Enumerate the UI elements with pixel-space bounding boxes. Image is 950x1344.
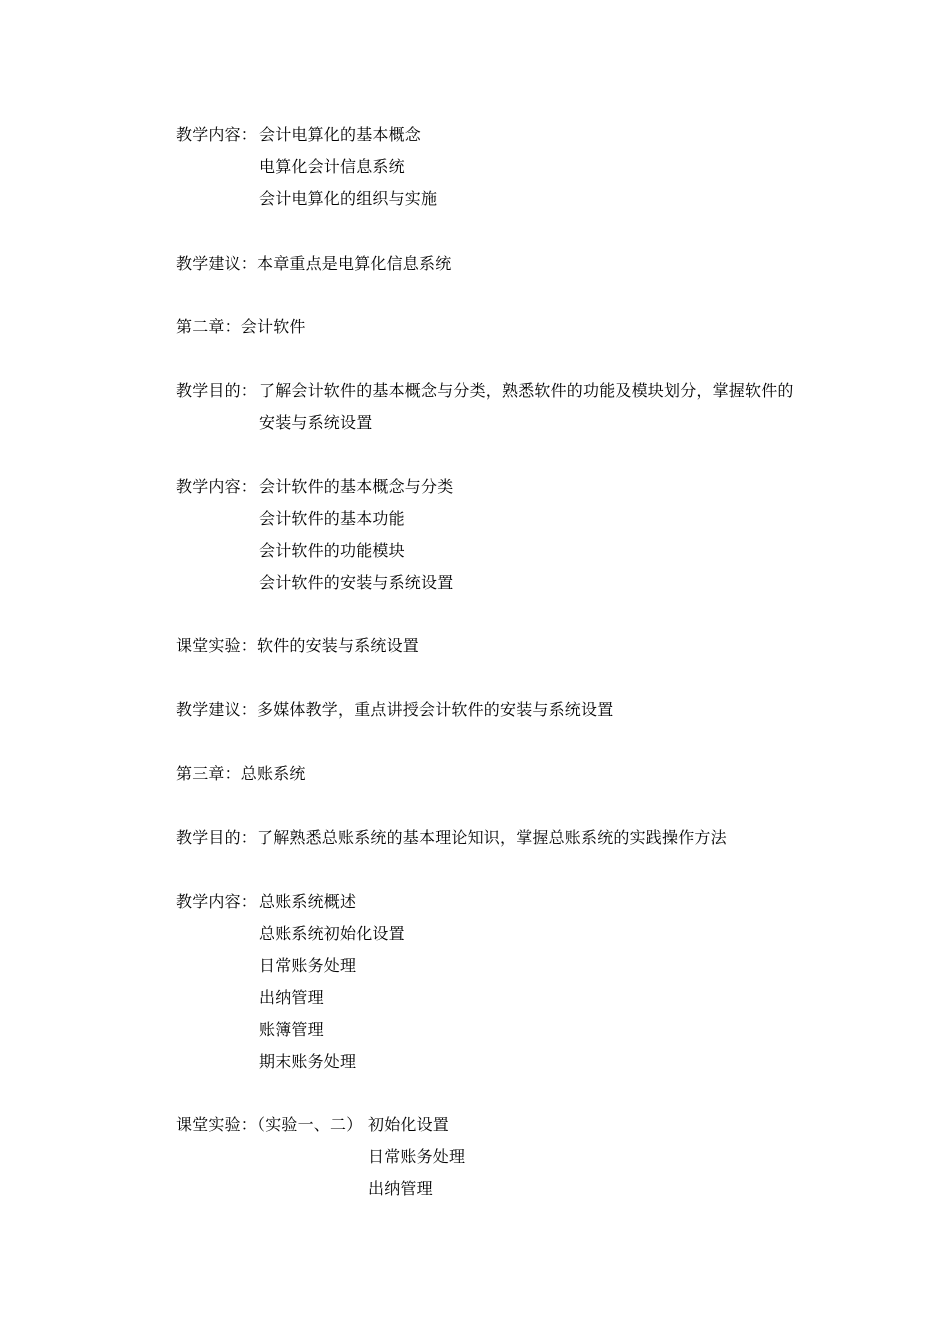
ch2-content-item: 会计软件的安装与系统设置 — [259, 573, 454, 592]
ch3-content-label: 教学内容： — [176, 892, 258, 911]
ch3-lab-item: 出纳管理 — [368, 1179, 433, 1198]
ch2-lab: 课堂实验：软件的安装与系统设置 — [176, 636, 420, 655]
ch3-content-item: 日常账务处理 — [259, 956, 357, 975]
ch2-content-item: 会计软件的基本功能 — [259, 509, 405, 528]
ch3-content-item: 总账系统初始化设置 — [259, 924, 405, 943]
ch3-lab-item: 日常账务处理 — [368, 1147, 466, 1166]
ch3-content-item: 账簿管理 — [259, 1020, 324, 1039]
ch3-lab-item: 初始化设置 — [368, 1115, 450, 1134]
ch2-content-label: 教学内容： — [176, 477, 258, 496]
ch2-content-item: 会计软件的基本概念与分类 — [259, 477, 454, 496]
ch3-content-item: 总账系统概述 — [259, 892, 357, 911]
ch3-title: 第三章：总账系统 — [176, 764, 306, 783]
ch2-goal-text-continued: 安装与系统设置 — [259, 413, 373, 432]
ch2-title: 第二章：会计软件 — [176, 317, 306, 336]
ch3-content-item: 出纳管理 — [259, 988, 324, 1007]
ch3-lab-label: 课堂实验：（实验一、二） — [176, 1115, 363, 1134]
ch2-content-item: 会计软件的功能模块 — [259, 541, 405, 560]
ch3-content-item: 期末账务处理 — [259, 1052, 357, 1071]
ch1-suggestion: 教学建议：本章重点是电算化信息系统 — [176, 254, 452, 273]
ch1-content-item: 会计电算化的基本概念 — [259, 125, 422, 144]
ch1-content-item: 电算化会计信息系统 — [259, 157, 405, 176]
ch2-suggestion: 教学建议：多媒体教学，重点讲授会计软件的安装与系统设置 — [176, 700, 614, 719]
ch2-goal-text: 了解会计软件的基本概念与分类，熟悉软件的功能及模块划分，掌握软件的 — [259, 381, 794, 400]
ch1-content-item: 会计电算化的组织与实施 — [259, 189, 438, 208]
ch1-content-label: 教学内容： — [176, 125, 258, 144]
ch3-goal: 教学目的：了解熟悉总账系统的基本理论知识，掌握总账系统的实践操作方法 — [176, 828, 727, 847]
ch2-goal-label: 教学目的： — [176, 381, 258, 400]
